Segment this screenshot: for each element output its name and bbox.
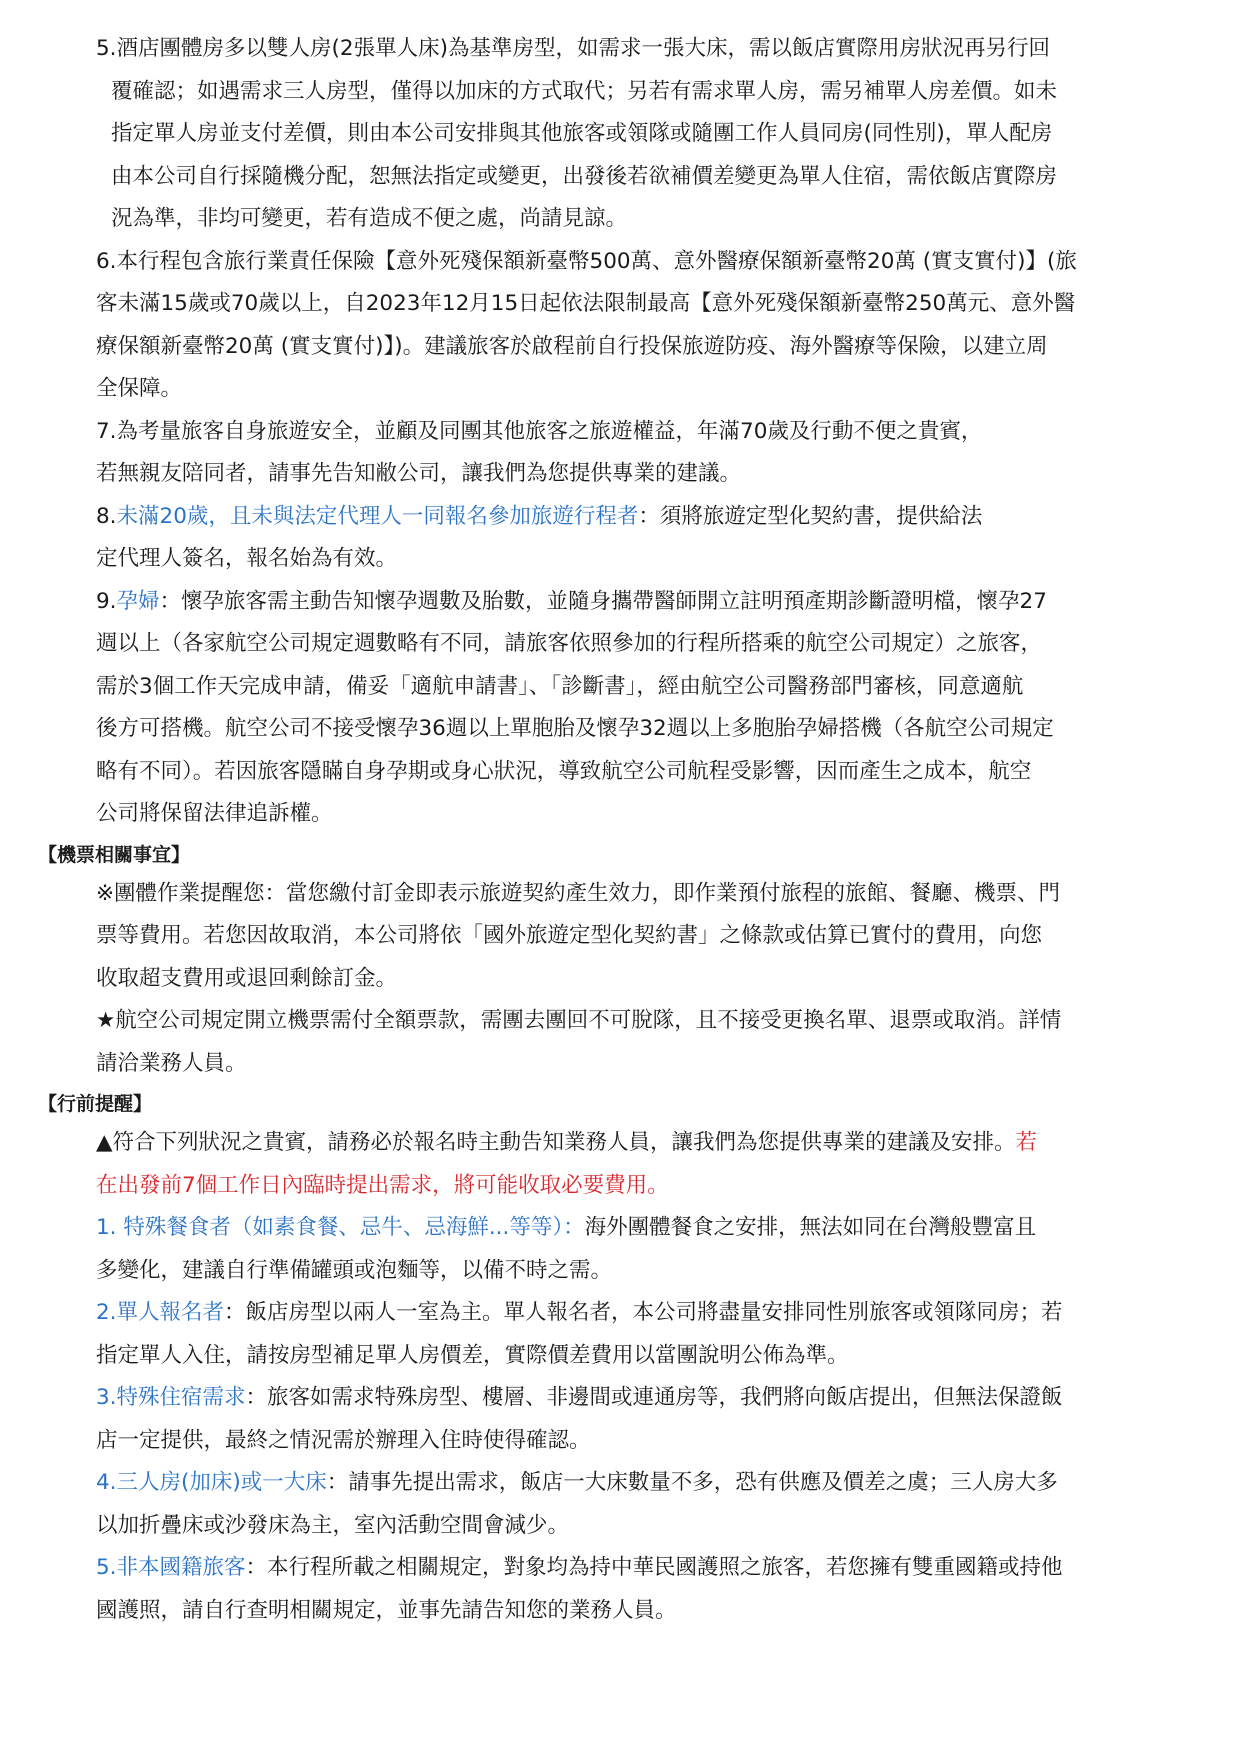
highlight-text: 3.特殊住宿需求 bbox=[96, 1385, 246, 1410]
text-line: 6.本行程包含旅行業責任保險【意外死殘保額新臺幣500萬、意外醫療保額新臺幣20萬 (實支實付)】(旅 bbox=[96, 248, 1077, 274]
text-line: 收取超支費用或退回剩餘訂金。 bbox=[96, 965, 398, 991]
note-item-6 bbox=[96, 241, 1200, 411]
highlight-text: 孕婦 bbox=[116, 588, 160, 614]
highlight-text: 1. 特殊餐食者（如素食餐、忌牛、忌海鮮...等等）： bbox=[96, 1215, 585, 1240]
text-line: 指定單人房並支付差價，則由本公司安排與其他旅客或領隊或隨團工作人員同房(同性別)，單人配房 bbox=[111, 121, 1053, 146]
text-line bbox=[96, 1547, 1200, 1590]
text-line bbox=[96, 1207, 1200, 1250]
text-line: 客未滿15歲或70歲以上，自2023年12月15日起依法限制最高【意外死殘保額新臺幣250萬元、意外醫 bbox=[96, 291, 1076, 316]
reminder-item-2 bbox=[96, 1292, 1200, 1377]
text-line: 療保額新臺幣20萬 (實支實付)】)。建議旅客於啟程前自行投保旅遊防疫、海外醫療等保險，以建立周 bbox=[96, 333, 1048, 359]
text-run: ：懷孕旅客需主動告知懷孕週數及胎數，並隨身攜帶醫師開立註明預產期診斷證明檔，懷孕27 bbox=[159, 588, 1047, 614]
text-line: 覆確認；如遇需求三人房型，僅得以加床的方式取代；另若有需求單人房，需另補單人房差價。如未 bbox=[111, 78, 1058, 104]
text-line: 指定單人入住，請按房型補足單人房價差，實際價差費用以當團說明公佈為準。 bbox=[96, 1342, 849, 1368]
warning-text: 在出發前7個工作日內臨時提出需求，將可能收取必要費用。 bbox=[96, 1172, 669, 1198]
text-line: 定代理人簽名，報名始為有效。 bbox=[96, 546, 398, 571]
text-line: 由本公司自行採隨機分配，恕無法指定或變更，出發後若欲補價差變更為單人住宿，需依飯店實際房 bbox=[111, 163, 1058, 189]
highlight-text: 未滿20歲，且未與法定代理人一同報名參加旅遊行程者 bbox=[116, 503, 639, 529]
text-line: 後方可搭機。航空公司不接受懷孕36週以上單胞胎及懷孕32週以上多胞胎孕婦搭機（各航空公司規定 bbox=[96, 716, 1054, 741]
highlight-text: 2.單人報名者 bbox=[96, 1300, 225, 1325]
text-run: 海外團體餐食之安排，無法如同在台灣般豐富且 bbox=[584, 1215, 1037, 1240]
reminder-intro bbox=[96, 1122, 1200, 1207]
note-item-8 bbox=[96, 496, 1200, 581]
note-item-9 bbox=[96, 581, 1200, 836]
text-run: ：須將旅遊定型化契約書，提供給法 bbox=[638, 503, 983, 529]
text-line: 若無親友陪同者，請事先告知敝公司，讓我們為您提供專業的建議。 bbox=[96, 461, 742, 486]
note-item-5 bbox=[96, 28, 1200, 241]
text-line: 週以上（各家航空公司規定週數略有不同，請旅客依照參加的行程所搭乘的航空公司規定）之旅客， bbox=[96, 631, 1043, 656]
text-line bbox=[96, 1292, 1200, 1335]
text-line bbox=[96, 581, 1200, 624]
text-line: 略有不同）。若因旅客隱瞞自身孕期或身心狀況，導致航空公司航程受影響，因而產生之成本，航空 bbox=[96, 758, 1032, 784]
text-line: ※團體作業提醒您：當您繳付訂金即表示旅遊契約產生效力，即作業預付旅程的旅館、餐廳、機票、門 bbox=[96, 880, 1061, 906]
section-heading-ticket: 【機票相關事宜】 bbox=[38, 843, 191, 866]
reminder-item-5 bbox=[96, 1547, 1200, 1632]
text-line bbox=[96, 1377, 1200, 1420]
text-line: 多變化，建議自行準備罐頭或泡麵等，以備不時之需。 bbox=[96, 1257, 613, 1283]
text-line: 以加折疊床或沙發床為主，室內活動空間會減少。 bbox=[96, 1512, 570, 1538]
text-line bbox=[96, 1122, 1200, 1165]
highlight-text: 4.三人房(加床)或一大床 bbox=[96, 1470, 327, 1495]
note-item-7 bbox=[96, 411, 1200, 496]
reminder-item-1 bbox=[96, 1207, 1200, 1292]
text-line: 5.酒店團體房多以雙人房(2張單人床)為基準房型，如需求一張大床，需以飯店實際用房狀況再另行回 bbox=[96, 36, 1050, 61]
text-line: 國護照，請自行查明相關規定，並事先請告知您的業務人員。 bbox=[96, 1597, 677, 1623]
text-run: ：本行程所載之相關規定，對象均為持中華民國護照之旅客，若您擁有雙重國籍或持他 bbox=[245, 1555, 1063, 1580]
text-run: ：旅客如需求特殊房型、樓層、非邊間或連通房等，我們將向飯店提出，但無法保證飯 bbox=[245, 1385, 1063, 1410]
text-run: ：飯店房型以兩人一室為主。單人報名者，本公司將盡量安排同性別旅客或領隊同房；若 bbox=[224, 1300, 1063, 1325]
text-line: 況為準，非均可變更，若有造成不便之處，尚請見諒。 bbox=[111, 206, 628, 231]
text-line bbox=[96, 496, 1200, 539]
text-line bbox=[96, 1462, 1200, 1505]
text-line: 全保障。 bbox=[96, 376, 183, 401]
reminder-item-3 bbox=[96, 1377, 1200, 1462]
item-number: 9. bbox=[96, 588, 117, 614]
text-line: 票等費用。若您因故取消，本公司將依「國外旅遊定型化契約書」之條款或估算已實付的費用，向您 bbox=[96, 923, 1043, 948]
reminder-item-4 bbox=[96, 1462, 1200, 1547]
text-run: ▲符合下列狀況之貴賓，請務必於報名時主動告知業務人員，讓我們為您提供專業的建議及安排。 bbox=[96, 1130, 1016, 1155]
ticket-paragraph-2 bbox=[96, 1000, 1200, 1085]
text-line: ★航空公司規定開立機票需付全額票款，需團去團回不可脫隊，且不接受更換名單、退票或取消。詳情 bbox=[96, 1008, 1062, 1033]
highlight-text: 5.非本國籍旅客 bbox=[96, 1555, 246, 1580]
text-line: 7.為考量旅客自身旅遊安全，並顧及同團其他旅客之旅遊權益，年滿70歲及行動不便之貴賓， bbox=[96, 418, 983, 444]
text-line: 店一定提供，最終之情況需於辦理入住時使得確認。 bbox=[96, 1427, 591, 1453]
ticket-paragraph-1 bbox=[96, 873, 1200, 1001]
warning-text: 若 bbox=[1015, 1130, 1038, 1155]
text-line: 請洽業務人員。 bbox=[96, 1050, 247, 1076]
item-number: 8. bbox=[96, 503, 117, 529]
text-line: 公司將保留法律追訴權。 bbox=[96, 801, 333, 826]
text-line: 需於3個工作天完成申請，備妥「適航申請書」、「診斷書」，經由航空公司醫務部門審核，同意適航 bbox=[96, 673, 1024, 699]
document-page bbox=[0, 28, 1241, 1632]
text-run: ：請事先提出需求，飯店一大床數量不多，恐有供應及價差之虞；三人房大多 bbox=[326, 1470, 1058, 1495]
section-heading-reminder: 【行前提醒】 bbox=[38, 1093, 153, 1115]
